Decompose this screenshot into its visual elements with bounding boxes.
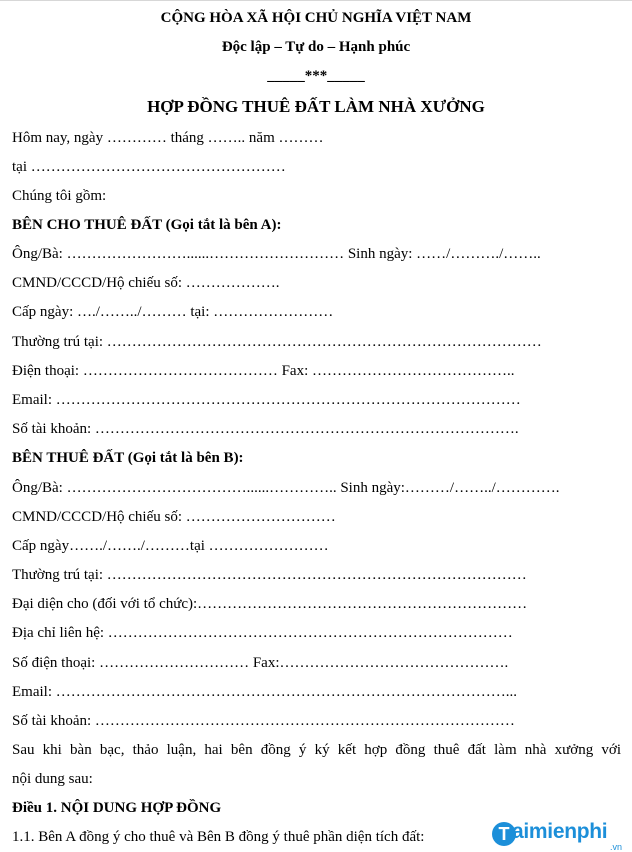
party-a-email-line: Email: ………………………………………………………………………………… (12, 392, 521, 408)
party-b-heading: BÊN THUÊ ĐẤT (Gọi tắt là bên B): (12, 450, 244, 466)
page-top-border (0, 0, 632, 1)
national-motto: Độc lập – Tự do – Hạnh phúc (221, 39, 411, 55)
party-b-contact-address-line: Địa chỉ liên hệ: ……………………………………………………………………… (12, 625, 513, 641)
party-b-account-line: Số tài khoản: ………………………………………………………………………… (12, 713, 515, 729)
logo-domain-suffix: .vn (609, 842, 622, 852)
party-a-heading: BÊN CHO THUÊ ĐẤT (Gọi tắt là bên A): (12, 217, 282, 233)
contract-title: HỢP ĐỒNG THUÊ ĐẤT LÀM NHÀ XƯỞNG (147, 97, 485, 116)
logo-wordmark: aimienphi (512, 820, 608, 843)
party-a-account-line: Số tài khoản: …………………………………………………………………………. (12, 421, 519, 437)
party-a-residence-line: Thường trú tại: …………………………………………………………………………… (12, 334, 542, 350)
parties-line: Chúng tôi gồm: (12, 188, 107, 204)
party-a-phone-line: Điện thoại: ………………………………… Fax: ………………………………….. (12, 363, 515, 379)
party-b-residence-line: Thường trú tại: ………………………………………………………………………… (12, 567, 527, 583)
party-a-issue-line: Cấp ngày: …./……../……… tại: …………………… (12, 304, 334, 320)
national-title: CỘNG HÒA XÃ HỘI CHỦ NGHĨA VIỆT NAM (160, 10, 472, 26)
party-b-representative-line: Đại diện cho (đối với tổ chức):………………………………………………………… (12, 596, 528, 612)
article-1-heading: Điều 1. NỘI DUNG HỢP ĐỒNG (12, 800, 222, 816)
agreement-line-1: Sau khi bàn bạc, thảo luận, hai bên đồng ý ký kết hợp đồng thuê đất làm nhà xưởng với (12, 742, 621, 758)
header-separator: _____***_____ (267, 68, 365, 84)
party-b-id-line: CMND/CCCD/Hộ chiếu số: ………………………… (12, 509, 336, 525)
taimienphi-watermark-logo (492, 818, 626, 850)
party-a-id-line: CMND/CCCD/Hộ chiếu số: ………………. (12, 275, 280, 291)
party-b-name-line: Ông/Bà: ………………………………......………….. Sinh ngày:………/……../…………. (12, 480, 560, 496)
logo-badge: T (492, 822, 516, 846)
agreement-line-2: nội dung sau: (12, 771, 93, 787)
date-line: Hôm nay, ngày ………… tháng …….. năm ……… (12, 130, 324, 146)
party-b-phone-line: Số điện thoại: ………………………… Fax:………………………………………. (12, 655, 509, 671)
party-b-issue-line: Cấp ngày……./……./………tại …………………… (12, 538, 329, 554)
party-b-email-line: Email: ………………………………………………………………………………... (12, 684, 517, 700)
article-1-clause-1-1: 1.1. Bên A đồng ý cho thuê và Bên B đồng ý thuê phần diện tích đất: (12, 829, 425, 845)
place-line: tại …………………………………………… (12, 159, 286, 175)
party-a-name-line: Ông/Bà: ……………………......……………………… Sinh ngày: ……/………./…….. (12, 246, 541, 262)
